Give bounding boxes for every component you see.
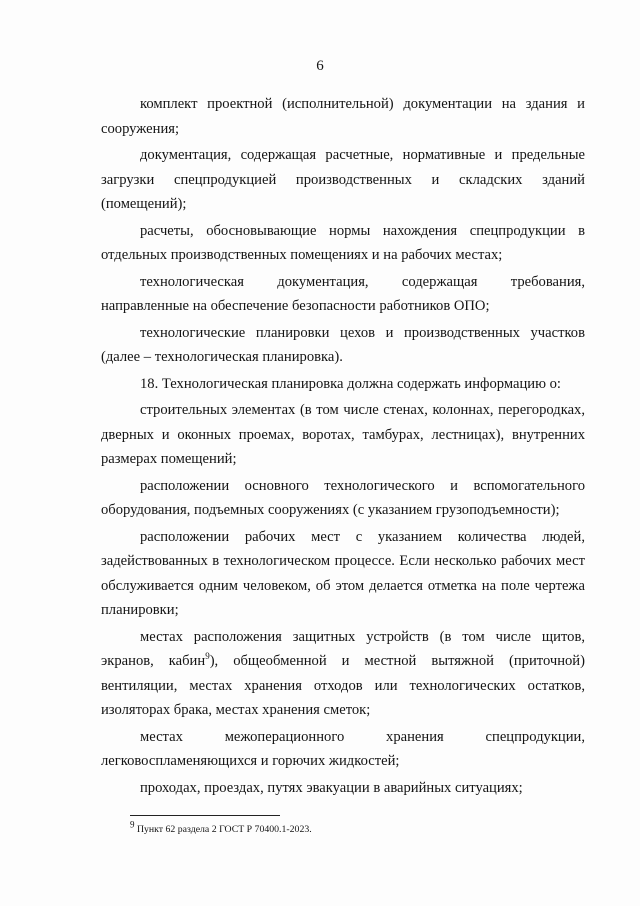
paragraph-technological-documentation: технологическая документация, содержащая требования, направленные на обеспечение безопасности работников ОПО; [101,273,585,314]
document-body [101,92,585,802]
paragraph-item-18: 18. Технологическая планировка должна содержать информацию о: [140,375,561,392]
footnote [130,819,312,836]
paragraph-design-documentation: комплект проектной (исполнительной) документации на здания и сооружения; [101,96,585,137]
paragraph-technological-layouts: технологические планировки цехов и производственных участков (далее – технологическая планировка). [101,324,585,365]
paragraph-building-elements: строительных элементах (в том числе стенах, колоннах, перегородках, дверных и оконных проемах, воротах, тамбурах, лестницах), внутренних размерах помещений; [101,402,585,467]
footnote-mark: 9 [130,819,135,830]
footnote-text: Пункт 62 раздела 2 ГОСТ Р 70400.1-2023. [134,824,312,835]
footnote-reference[interactable]: 9 [205,651,210,662]
paragraph-evacuation-routes: проходах, проездах, путях эвакуации в аварийных ситуациях; [140,779,523,796]
protective-devices-text-start: местах расположения защитных устройств (в том числе щитов, экранов, кабин [101,628,585,669]
page-number: 6 [316,58,324,74]
paragraph-workplaces: расположении рабочих мест с указанием количества людей, задействованных в технологическом процессе. Если несколько рабочих мест обслуживается одним человеком, об этом делается отметка на поле чертежа планировки; [101,528,585,618]
protective-devices-text-end: ), общеобменной и местной вытяжной (приточной) вентиляции, местах хранения отходов или технологических остатков, изоляторах брака, местах хранения сметок; [101,653,585,718]
paragraph-protective-devices [101,625,585,725]
paragraph-norms-calculations: расчеты, обосновывающие нормы нахождения спецпродукции в отдельных производственных помещениях и на рабочих местах; [101,222,585,263]
paragraph-load-documentation: документация, содержащая расчетные, нормативные и предельные загрузки спецпродукцией производственных и складских зданий (помещений); [101,147,585,212]
footnote-separator [130,815,280,816]
paragraph-equipment-location: расположении основного технологического и вспомогательного оборудования, подъемных сооружениях (с указанием грузоподъемности); [101,477,585,518]
paragraph-interoperational-storage: местах межоперационного хранения спецпродукции, легковоспламеняющихся и горючих жидкостей; [101,728,585,769]
